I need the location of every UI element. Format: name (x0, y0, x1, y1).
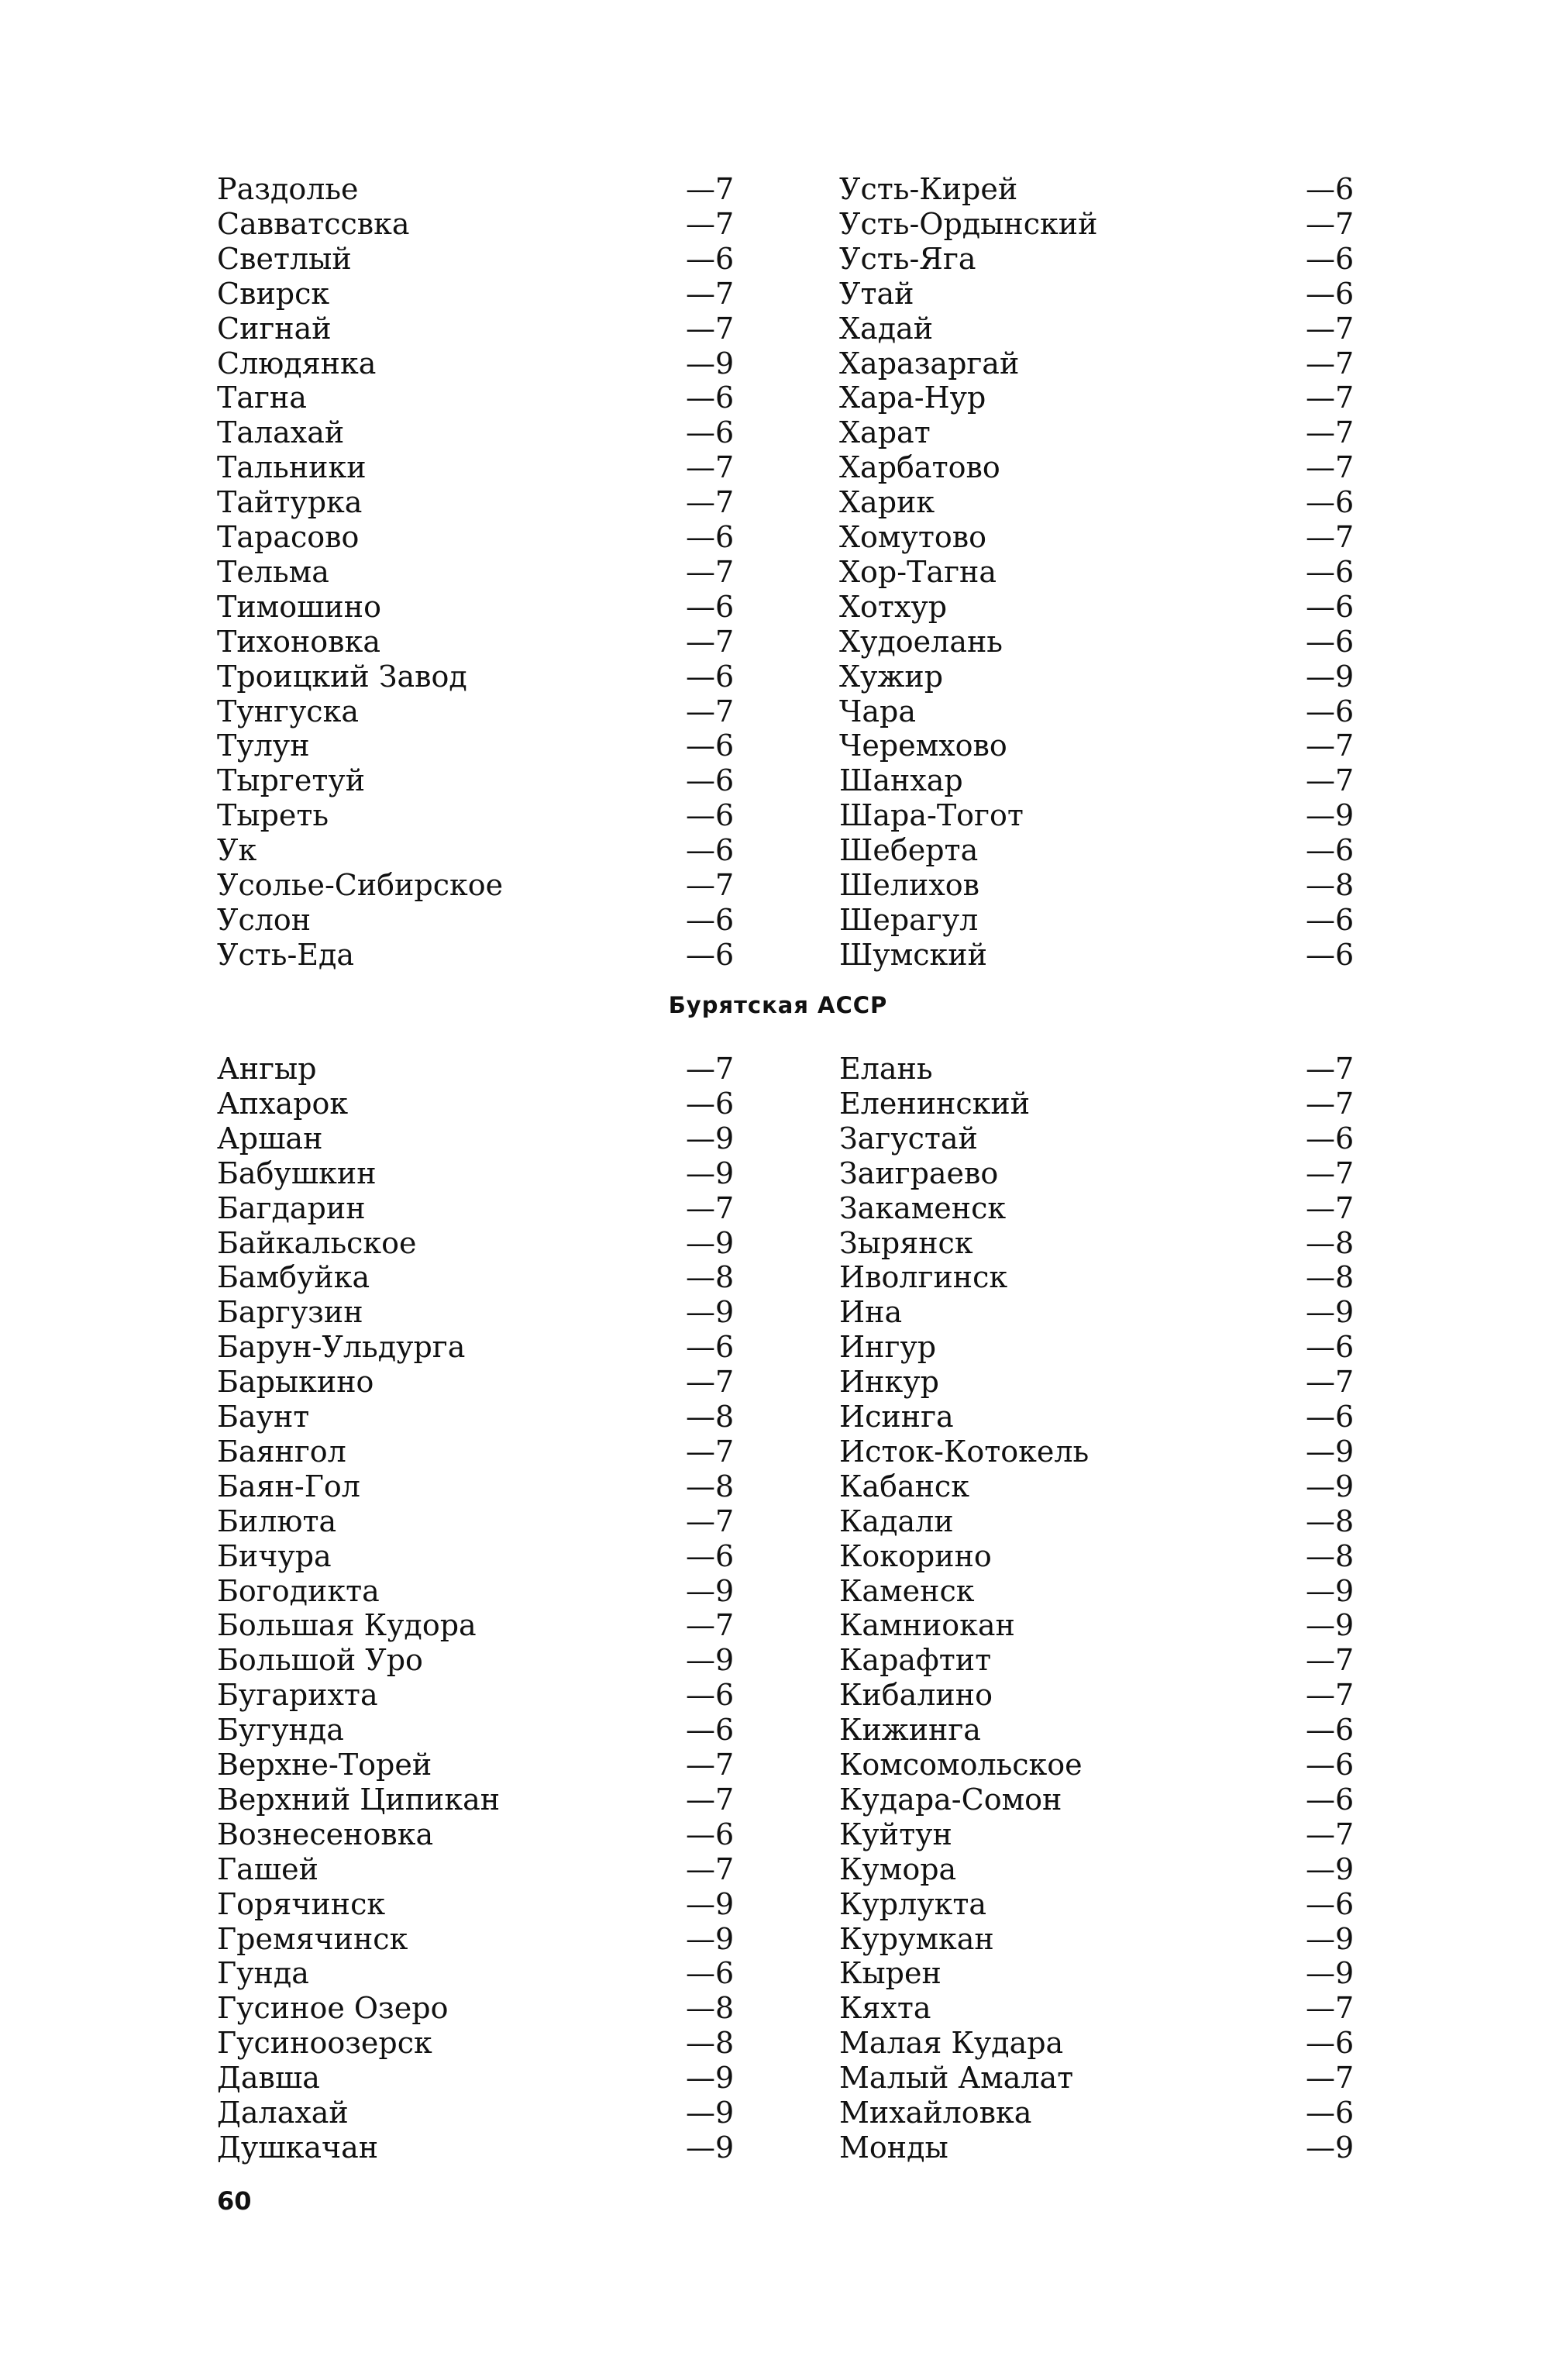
place-name: Хужир (839, 659, 944, 694)
irkutsk-row (0, 590, 1556, 625)
place-name: Тулун (217, 728, 310, 763)
zone-value: —8 (686, 1469, 735, 1503)
zone-value: —6 (686, 1713, 735, 1748)
place-name: Заиграево (839, 1156, 999, 1190)
place-name: Шерагул (839, 902, 979, 937)
place-name: Тунгуска (217, 694, 359, 728)
buryat-row (0, 1260, 1556, 1295)
place-name: Шеберта (839, 833, 979, 868)
zone-value: —9 (686, 1225, 735, 1260)
place-name: Монды (839, 2130, 948, 2165)
zone-value: —7 (686, 311, 735, 346)
irkutsk-row (0, 938, 1556, 973)
place-name: Баунт (217, 1400, 310, 1434)
irkutsk-row (0, 520, 1556, 555)
zone-value: —7 (1306, 1678, 1355, 1713)
zone-value: —7 (1306, 2061, 1355, 2096)
zone-value: —7 (1306, 1991, 1355, 2026)
place-name: Загустай (839, 1121, 978, 1156)
place-name: Тайтурка (217, 485, 363, 520)
place-name: Ук (217, 833, 257, 868)
irkutsk-row (0, 903, 1556, 938)
place-name: Раздолье (217, 172, 359, 206)
zone-value: —9 (1306, 2130, 1355, 2165)
zone-value: —6 (1306, 833, 1355, 868)
place-name: Троицкий Завод (217, 659, 467, 694)
place-name: Закаменск (839, 1190, 1007, 1225)
place-name: Кадали (839, 1503, 954, 1538)
zone-value: —7 (686, 1851, 735, 1886)
zone-value: —9 (1306, 798, 1355, 833)
zone-value: —7 (686, 1503, 735, 1538)
zone-value: —6 (1306, 1121, 1355, 1156)
zone-value: —6 (686, 833, 735, 868)
place-name: Иволгинск (839, 1260, 1008, 1295)
place-name: Харик (839, 485, 935, 520)
place-name: Черемхово (839, 728, 1007, 763)
place-name: Усть-Ордынский (839, 206, 1098, 241)
zone-value: —7 (686, 1748, 735, 1782)
place-name: Билюта (217, 1503, 337, 1538)
place-name: Свирск (217, 276, 330, 311)
zone-value: —6 (686, 937, 735, 972)
buryat-row (0, 1400, 1556, 1435)
buryat-row (0, 2096, 1556, 2130)
zone-value: —9 (1306, 1295, 1355, 1330)
place-name: Талахай (217, 415, 345, 450)
zone-value: —6 (686, 1817, 735, 1851)
place-name: Ангыр (217, 1052, 317, 1086)
buryat-row (0, 1678, 1556, 1713)
irkutsk-row (0, 277, 1556, 312)
place-name: Хара-Нур (839, 381, 986, 415)
zone-value: —6 (1306, 1330, 1355, 1365)
zone-value: —6 (1306, 2026, 1355, 2061)
zone-value: —6 (686, 763, 735, 798)
place-name: Багдарин (217, 1190, 366, 1225)
zone-value: —7 (686, 485, 735, 520)
place-name: Утай (839, 276, 914, 311)
zone-value: —8 (1306, 1538, 1355, 1573)
buryat-row (0, 1643, 1556, 1678)
buryat-row (0, 1469, 1556, 1504)
irkutsk-row (0, 798, 1556, 833)
irkutsk-row (0, 207, 1556, 242)
place-name: Душкачан (217, 2130, 379, 2165)
place-name: Шанхар (839, 763, 963, 798)
zone-value: —9 (1306, 1956, 1355, 1991)
zone-value: —8 (1306, 1503, 1355, 1538)
place-name: Исинга (839, 1400, 954, 1434)
buryat-row (0, 1539, 1556, 1574)
place-name: Гунда (217, 1956, 309, 1991)
zone-value: —7 (686, 1052, 735, 1086)
zone-value: —7 (1306, 1817, 1355, 1851)
place-name: Кабанск (839, 1469, 969, 1503)
place-name: Богодикта (217, 1573, 380, 1608)
place-name: Тагна (217, 381, 307, 415)
place-name: Тальники (217, 450, 367, 485)
irkutsk-row (0, 172, 1556, 207)
place-name: Ингур (839, 1330, 937, 1365)
place-name: Сигнай (217, 311, 332, 346)
place-name: Малый Амалат (839, 2061, 1074, 2096)
buryat-row (0, 1156, 1556, 1191)
place-name: Чара (839, 694, 917, 728)
place-name: Тыргетуй (217, 763, 366, 798)
zone-value: —6 (1306, 589, 1355, 624)
place-name: Услон (217, 902, 312, 937)
place-name: Барыкино (217, 1365, 374, 1400)
place-name: Горячинск (217, 1886, 386, 1921)
zone-value: —9 (1306, 1851, 1355, 1886)
place-name: Харазаргай (839, 346, 1020, 381)
place-name: Шелихов (839, 868, 980, 902)
place-name: Тихоновка (217, 624, 380, 659)
place-name: Слюдянка (217, 346, 377, 381)
place-name: Усть-Кирей (839, 172, 1018, 206)
buryat-row (0, 1121, 1556, 1156)
place-name: Комсомольское (839, 1748, 1083, 1782)
zone-value: —7 (1306, 728, 1355, 763)
place-name: Шумский (839, 937, 987, 972)
place-name: Харат (839, 415, 931, 450)
zone-value: —9 (686, 2096, 735, 2130)
buryat-row (0, 1748, 1556, 1782)
place-name: Гашей (217, 1851, 318, 1886)
zone-value: —7 (686, 1434, 735, 1469)
irkutsk-row (0, 694, 1556, 729)
zone-value: —6 (1306, 1400, 1355, 1434)
zone-value: —9 (686, 1573, 735, 1608)
zone-value: —6 (1306, 1782, 1355, 1817)
zone-value: —6 (1306, 624, 1355, 659)
zone-value: —6 (1306, 554, 1355, 589)
zone-value: —7 (686, 1608, 735, 1643)
zone-value: —6 (686, 1086, 735, 1121)
buryat-row (0, 1365, 1556, 1400)
zone-value: —7 (1306, 1156, 1355, 1190)
place-name: Тимошино (217, 589, 381, 624)
irkutsk-row (0, 625, 1556, 660)
place-name: Давша (217, 2061, 320, 2096)
zone-value: —7 (686, 1365, 735, 1400)
buryat-row (0, 1574, 1556, 1609)
place-name: Кяхта (839, 1991, 931, 2026)
buryat-row (0, 1226, 1556, 1261)
buryat-row (0, 1504, 1556, 1539)
place-name: Кумора (839, 1851, 957, 1886)
zone-value: —8 (686, 1260, 735, 1295)
zone-value: —7 (686, 694, 735, 728)
zone-value: —7 (686, 172, 735, 206)
zone-value: —6 (686, 1678, 735, 1713)
zone-value: —7 (686, 554, 735, 589)
buryat-row (0, 1191, 1556, 1226)
zone-value: —6 (686, 381, 735, 415)
place-name: Хотхур (839, 589, 948, 624)
irkutsk-row (0, 242, 1556, 277)
buryat-row (0, 1956, 1556, 1991)
zone-value: —9 (1306, 1608, 1355, 1643)
zone-value: —9 (686, 1886, 735, 1921)
place-name: Савватссвка (217, 206, 410, 241)
zone-value: —6 (686, 1956, 735, 1991)
irkutsk-row (0, 450, 1556, 485)
zone-value: —6 (1306, 276, 1355, 311)
zone-value: —6 (686, 659, 735, 694)
zone-value: —7 (1306, 520, 1355, 554)
zone-value: —7 (1306, 206, 1355, 241)
zone-value: —9 (686, 1121, 735, 1156)
place-name: Елань (839, 1052, 933, 1086)
zone-value: —6 (686, 902, 735, 937)
zone-value: —6 (1306, 1748, 1355, 1782)
place-name: Тарасово (217, 520, 360, 554)
place-name: Михайловка (839, 2096, 1032, 2130)
irkutsk-row (0, 415, 1556, 450)
zone-value: —6 (686, 415, 735, 450)
zone-value: —6 (1306, 241, 1355, 276)
zone-value: —9 (686, 2130, 735, 2165)
place-name: Шара-Тогот (839, 798, 1024, 833)
zone-value: —6 (686, 520, 735, 554)
buryat-row (0, 1295, 1556, 1330)
irkutsk-row (0, 381, 1556, 415)
place-name: Курумкан (839, 1921, 994, 1956)
buryat-row (0, 1713, 1556, 1748)
zone-value: —7 (1306, 311, 1355, 346)
zone-value: —7 (1306, 1365, 1355, 1400)
zone-value: —6 (1306, 1886, 1355, 1921)
zone-value: —7 (686, 624, 735, 659)
zone-value: —7 (686, 450, 735, 485)
buryat-row (0, 1887, 1556, 1922)
page-number: 60 (217, 2186, 252, 2216)
zone-value: —6 (1306, 172, 1355, 206)
place-name: Аршан (217, 1121, 323, 1156)
irkutsk-row (0, 868, 1556, 903)
zone-value: —7 (1306, 1052, 1355, 1086)
place-name: Худоелань (839, 624, 1003, 659)
place-name: Баргузин (217, 1295, 363, 1330)
place-name: Кырен (839, 1956, 942, 1991)
zone-value: —6 (1306, 1713, 1355, 1748)
zone-value: —9 (1306, 659, 1355, 694)
place-name: Камниокан (839, 1608, 1015, 1643)
place-name: Бамбуйка (217, 1260, 370, 1295)
irkutsk-row (0, 485, 1556, 520)
place-name: Еленинский (839, 1086, 1031, 1121)
place-name: Хор-Тагна (839, 554, 997, 589)
buryat-row (0, 2026, 1556, 2061)
place-name: Бугунда (217, 1713, 344, 1748)
section-heading: Бурятская АССР (668, 992, 888, 1018)
zone-value: —7 (1306, 1190, 1355, 1225)
place-name: Бабушкин (217, 1156, 377, 1190)
irkutsk-row (0, 346, 1556, 381)
buryat-row (0, 2130, 1556, 2165)
zone-value: —6 (686, 798, 735, 833)
zone-value: —7 (1306, 1086, 1355, 1121)
zone-value: —9 (686, 1156, 735, 1190)
place-name: Кудара-Сомон (839, 1782, 1062, 1817)
place-name: Барун-Ульдурга (217, 1330, 466, 1365)
zone-value: —9 (1306, 1469, 1355, 1503)
buryat-row (0, 1608, 1556, 1643)
irkutsk-row (0, 763, 1556, 798)
irkutsk-row (0, 660, 1556, 694)
irkutsk-row (0, 833, 1556, 868)
zone-value: —6 (686, 728, 735, 763)
place-name: Исток-Котокель (839, 1434, 1090, 1469)
place-name: Большая Кудора (217, 1608, 477, 1643)
zone-value: —7 (1306, 346, 1355, 381)
place-name: Усть-Яга (839, 241, 976, 276)
place-name: Кибалино (839, 1678, 993, 1713)
irkutsk-row (0, 312, 1556, 346)
zone-value: —9 (686, 1643, 735, 1678)
place-name: Верхне-Торей (217, 1748, 432, 1782)
place-name: Тыреть (217, 798, 329, 833)
zone-value: —7 (686, 868, 735, 902)
place-name: Кижинга (839, 1713, 981, 1748)
zone-value: —6 (1306, 937, 1355, 972)
place-name: Инкур (839, 1365, 939, 1400)
zone-value: —7 (686, 1190, 735, 1225)
zone-value: —7 (686, 206, 735, 241)
place-name: Апхарок (217, 1086, 349, 1121)
place-name: Светлый (217, 241, 352, 276)
place-name: Хомутово (839, 520, 987, 554)
place-name: Малая Кудара (839, 2026, 1064, 2061)
place-name: Зырянск (839, 1225, 973, 1260)
zone-value: —9 (686, 1295, 735, 1330)
place-name: Большой Уро (217, 1643, 423, 1678)
zone-value: —6 (1306, 694, 1355, 728)
place-name: Бугарихта (217, 1678, 378, 1713)
place-name: Каменск (839, 1573, 975, 1608)
place-name: Карафтит (839, 1643, 992, 1678)
zone-value: —9 (686, 1921, 735, 1956)
buryat-row (0, 1922, 1556, 1957)
zone-value: —9 (686, 2061, 735, 2096)
zone-value: —9 (1306, 1921, 1355, 1956)
place-name: Тельма (217, 554, 329, 589)
zone-value: —8 (686, 2026, 735, 2061)
place-name: Харбатово (839, 450, 1000, 485)
zone-value: —8 (1306, 1225, 1355, 1260)
zone-value: —8 (686, 1991, 735, 2026)
place-name: Гремячинск (217, 1921, 408, 1956)
buryat-row (0, 1817, 1556, 1852)
irkutsk-row (0, 555, 1556, 590)
place-name: Кокорино (839, 1538, 992, 1573)
place-name: Баян-Гол (217, 1469, 360, 1503)
zone-value: —7 (1306, 415, 1355, 450)
zone-value: —6 (686, 1538, 735, 1573)
place-name: Вознесеновка (217, 1817, 434, 1851)
zone-value: —7 (1306, 1643, 1355, 1678)
place-name: Усолье-Сибирское (217, 868, 504, 902)
place-name: Куйтун (839, 1817, 952, 1851)
zone-value: —6 (1306, 2096, 1355, 2130)
zone-value: —7 (686, 276, 735, 311)
zone-value: —6 (686, 241, 735, 276)
buryat-row (0, 1330, 1556, 1365)
irkutsk-row (0, 728, 1556, 763)
place-name: Хадай (839, 311, 934, 346)
zone-value: —9 (686, 346, 735, 381)
zone-value: —7 (686, 1782, 735, 1817)
zone-value: —9 (1306, 1573, 1355, 1608)
buryat-row (0, 2061, 1556, 2096)
place-name: Бичура (217, 1538, 332, 1573)
buryat-row (0, 1782, 1556, 1817)
place-name: Верхний Ципикан (217, 1782, 501, 1817)
buryat-row (0, 1052, 1556, 1087)
zone-value: —8 (686, 1400, 735, 1434)
place-name: Далахай (217, 2096, 349, 2130)
place-name: Баянгол (217, 1434, 346, 1469)
zone-value: —7 (1306, 450, 1355, 485)
buryat-row (0, 1435, 1556, 1469)
zone-value: —8 (1306, 1260, 1355, 1295)
place-name: Ина (839, 1295, 903, 1330)
place-name: Гусиноозерск (217, 2026, 432, 2061)
zone-value: —8 (1306, 868, 1355, 902)
zone-value: —9 (1306, 1434, 1355, 1469)
zone-value: —7 (1306, 763, 1355, 798)
place-name: Гусиное Озеро (217, 1991, 449, 2026)
place-name: Усть-Еда (217, 937, 355, 972)
place-name: Байкальское (217, 1225, 417, 1260)
place-name: Курлукта (839, 1886, 987, 1921)
buryat-row (0, 1852, 1556, 1887)
zone-value: —6 (686, 589, 735, 624)
zone-value: —6 (1306, 485, 1355, 520)
buryat-row (0, 1991, 1556, 2026)
zone-value: —6 (686, 1330, 735, 1365)
zone-value: —6 (1306, 902, 1355, 937)
buryat-row (0, 1087, 1556, 1121)
zone-value: —7 (1306, 381, 1355, 415)
